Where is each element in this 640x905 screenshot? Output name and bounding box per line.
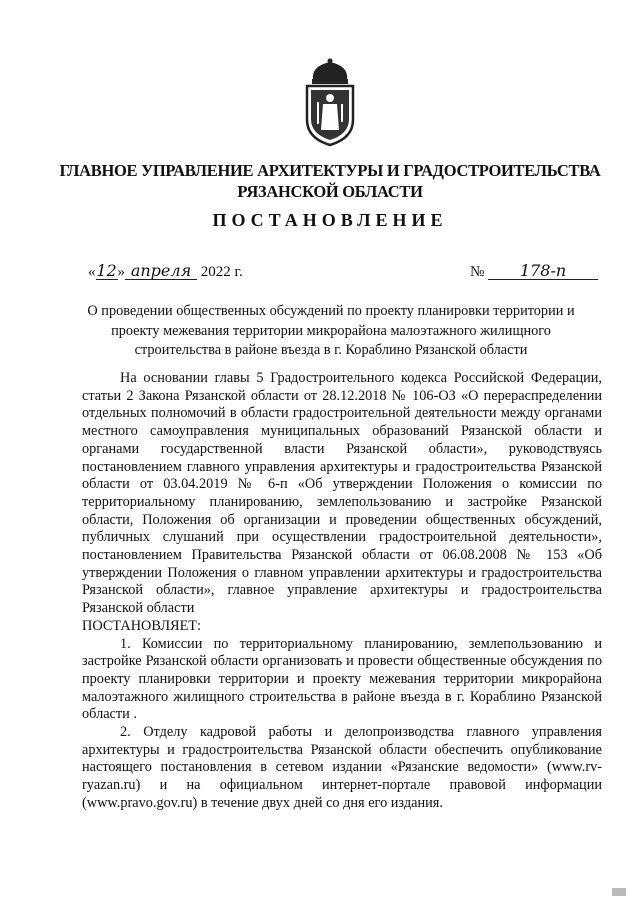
number-prefix: № (470, 264, 485, 280)
ryazan-coat-of-arms-icon (299, 58, 361, 148)
document-subject: О проведении общественных обсуждений по проекту планировки территории и проекту межевания территории микрорайона малоэтажного жилищного строительства в районе въезда в г. Кораблино Рязанской области (87, 303, 575, 358)
number-value: 178-п (488, 263, 598, 280)
document-type-title: ПОСТАНОВЛЕНИЕ (212, 210, 448, 230)
date-year: 2022 г. (200, 264, 243, 280)
clause-2: 2. Отделу кадровой работы и делопроизводства главного управления архитектуры и градостроительства Рязанской области обеспечить опубликование настоящего постановления в сетевом издании «Рязанские ведомости» (www.rv-ryazan.ru) и на официальном интернет-портале правовой информации (www.pravo.gov.ru) в течение двух дней со дня его издания. (82, 724, 602, 811)
document-body (82, 370, 602, 813)
date-open-quote: « (88, 264, 96, 280)
resolves-heading: ПОСТАНОВЛЯЕТ: (82, 617, 202, 634)
date-month: апреля (125, 263, 197, 280)
organization-region: РЯЗАНСКОЙ ОБЛАСТИ (237, 182, 423, 201)
date-close-quote: » (117, 264, 125, 280)
preamble-paragraph: На основании главы 5 Градостроительного кодекса Российской Федерации, статьи 2 Закона Рязанской области от 28.12.2018 № 106-ОЗ «О перераспределении отдельных полномочий в области градостроительной деятельности между органами местного самоуправления муниципальных образований Рязанской области и органами государственной власти Рязанской области», руководствуясь постановлением главного управления архитектуры и градостроительства Рязанской области от 03.04.2019 № 6-п «Об утверждении Положения о комиссии по территориальному планированию, землепользованию и застройке Рязанской области, Положения об организации и проведении общественных обсуждений, публичных слушаний при осуществлении градостроительной деятельности», постановлением Правительства Рязанской области от 06.08.2008 № 153 «Об утверждении Положения о главном управлении архитектуры и градостроительства Рязанской области», главное управление архитектуры и градостроительства Рязанской области (82, 370, 602, 617)
date-day: 12 (96, 261, 117, 280)
page-corner-mark (612, 888, 626, 896)
document-date (88, 263, 243, 281)
organization-name: ГЛАВНОЕ УПРАВЛЕНИЕ АРХИТЕКТУРЫ И ГРАДОСТРОИТЕЛЬСТВА (59, 161, 601, 180)
clause-1: 1. Комиссии по территориальному планированию, землепользованию и застройке Рязанской области организовать и провести общественные обсуждения по проекту планировки территории и проекту межевания территории микрорайона малоэтажного жилищного строительства в районе въезда в г. Кораблино Рязанской области . (82, 635, 602, 723)
document-number (470, 263, 598, 281)
